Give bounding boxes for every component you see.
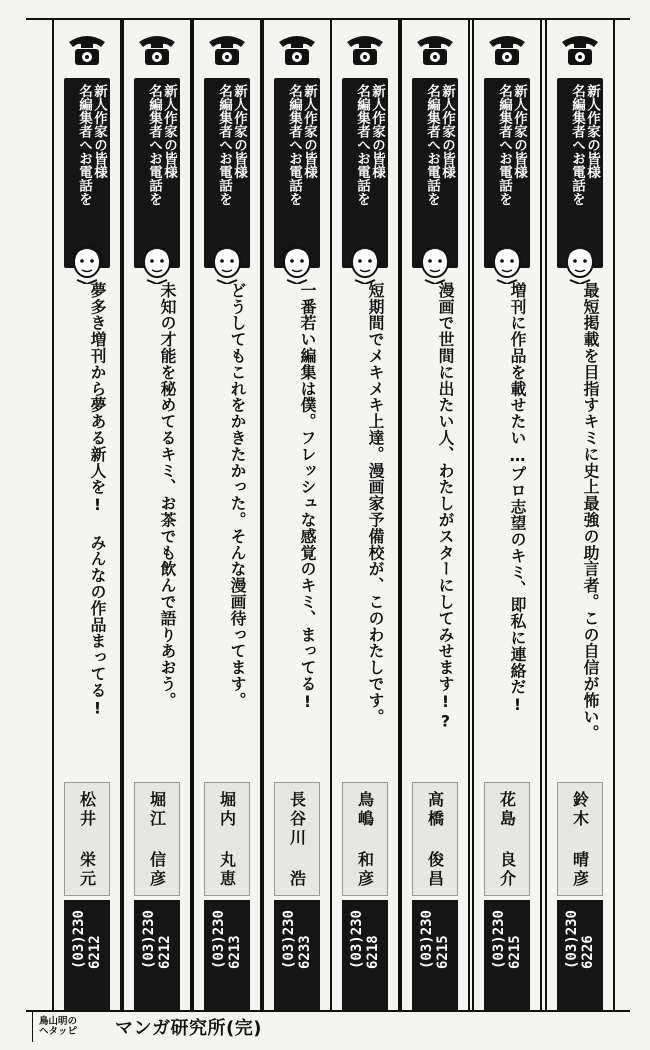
- telephone-icon: [414, 30, 456, 68]
- phone-number: (03)230 6212: [71, 910, 103, 970]
- editor-name: 松井 栄元: [77, 791, 97, 889]
- editor-column: [545, 20, 615, 1010]
- editor-name: 鈴木 晴彦: [570, 791, 590, 889]
- editor-portrait-icon: [488, 240, 526, 284]
- phone-box: [412, 900, 458, 1010]
- phone-box: [342, 900, 388, 1010]
- telephone-icon: [66, 30, 108, 68]
- editor-portrait-icon: [561, 240, 599, 284]
- header-block: [342, 78, 388, 268]
- editor-column: [122, 20, 192, 1010]
- editor-name: 堀江 信彦: [147, 791, 167, 889]
- header-block: [412, 78, 458, 268]
- phone-number: (03)230 6226: [564, 910, 596, 970]
- telephone-icon: [559, 30, 601, 68]
- message-text: 増刊に作品を載せたい…プロ志望のキミ、即私に連絡だ!: [508, 282, 527, 715]
- telephone-icon: [344, 30, 386, 68]
- footer: [32, 1012, 262, 1042]
- editor-portrait-icon: [208, 240, 246, 284]
- phone-number: (03)230 6215: [491, 910, 523, 970]
- message-text: 未知の才能を秘めてるキミ、お茶でも飲んで語りあおう。: [158, 282, 177, 709]
- editor-column: [52, 20, 122, 1010]
- editor-column: [400, 20, 470, 1010]
- message-text: 最短掲載を目指すキミに史上最強の助言者。この自信が怖い。: [581, 282, 600, 742]
- name-box: [64, 782, 110, 896]
- phone-number: (03)230 6213: [211, 910, 243, 970]
- editor-portrait-icon: [278, 240, 316, 284]
- message-text: 一番若い編集は僕。フレッシュな感覚のキミ、まってる!: [298, 282, 317, 712]
- name-box: [204, 782, 250, 896]
- telephone-icon: [486, 30, 528, 68]
- editor-column: [330, 20, 400, 1010]
- message-text: 夢多き増刊から夢ある新人を! みんなの作品まってる!: [88, 282, 107, 718]
- editor-name: 高橋 俊昌: [425, 791, 445, 889]
- editor-portrait-icon: [416, 240, 454, 284]
- editor-column: [192, 20, 262, 1010]
- footer-small-label: 鳥山明の ヘタッピ: [39, 1016, 78, 1037]
- phone-box: [274, 900, 320, 1010]
- phone-number: (03)230 6233: [281, 910, 313, 970]
- telephone-icon: [136, 30, 178, 68]
- header-block: [274, 78, 320, 268]
- header-text: 新人作家の皆様 名編集者へお電話を: [146, 84, 177, 206]
- header-text: 新人作家の皆様 名編集者へお電話を: [76, 84, 107, 206]
- name-box: [342, 782, 388, 896]
- editor-column: [262, 20, 332, 1010]
- phone-box: [484, 900, 530, 1010]
- editor-portrait-icon: [68, 240, 106, 284]
- phone-box: [557, 900, 603, 1010]
- header-text: 新人作家の皆様 名編集者へお電話を: [496, 84, 527, 206]
- header-block: [484, 78, 530, 268]
- header-block: [557, 78, 603, 268]
- editor-name: 鳥嶋 和彦: [355, 791, 375, 889]
- name-box: [412, 782, 458, 896]
- header-text: 新人作家の皆様 名編集者へお電話を: [354, 84, 385, 206]
- header-text: 新人作家の皆様 名編集者へお電話を: [216, 84, 247, 206]
- name-box: [134, 782, 180, 896]
- phone-number: (03)230 6215: [419, 910, 451, 970]
- phone-box: [204, 900, 250, 1010]
- header-block: [204, 78, 250, 268]
- footer-title: マンガ研究所(完): [115, 1018, 262, 1039]
- message-text: 漫画で世間に出たい人、わたしがスターにしてみせます!?: [436, 282, 455, 732]
- name-box: [274, 782, 320, 896]
- header-block: [64, 78, 110, 268]
- header-block: [134, 78, 180, 268]
- name-box: [557, 782, 603, 896]
- telephone-icon: [276, 30, 318, 68]
- editor-name: 堀内 丸恵: [217, 791, 237, 889]
- editor-name: 花島 良介: [497, 791, 517, 889]
- header-text: 新人作家の皆様 名編集者へお電話を: [569, 84, 600, 206]
- header-text: 新人作家の皆様 名編集者へお電話を: [424, 84, 455, 206]
- telephone-icon: [206, 30, 248, 68]
- editor-column: [472, 20, 542, 1010]
- phone-number: (03)230 6218: [349, 910, 381, 970]
- phone-box: [64, 900, 110, 1010]
- phone-box: [134, 900, 180, 1010]
- message-text: どうしてもこれをかきたかった。そんな漫画待ってます。: [228, 282, 247, 709]
- name-box: [484, 782, 530, 896]
- message-text: 短期間でメキメキ上達。漫画家予備校が、このわたしです。: [366, 282, 385, 725]
- phone-number: (03)230 6212: [141, 910, 173, 970]
- editor-portrait-icon: [138, 240, 176, 284]
- editor-name: 長谷川 浩: [287, 791, 307, 889]
- header-text: 新人作家の皆様 名編集者へお電話を: [286, 84, 317, 206]
- editor-portrait-icon: [346, 240, 384, 284]
